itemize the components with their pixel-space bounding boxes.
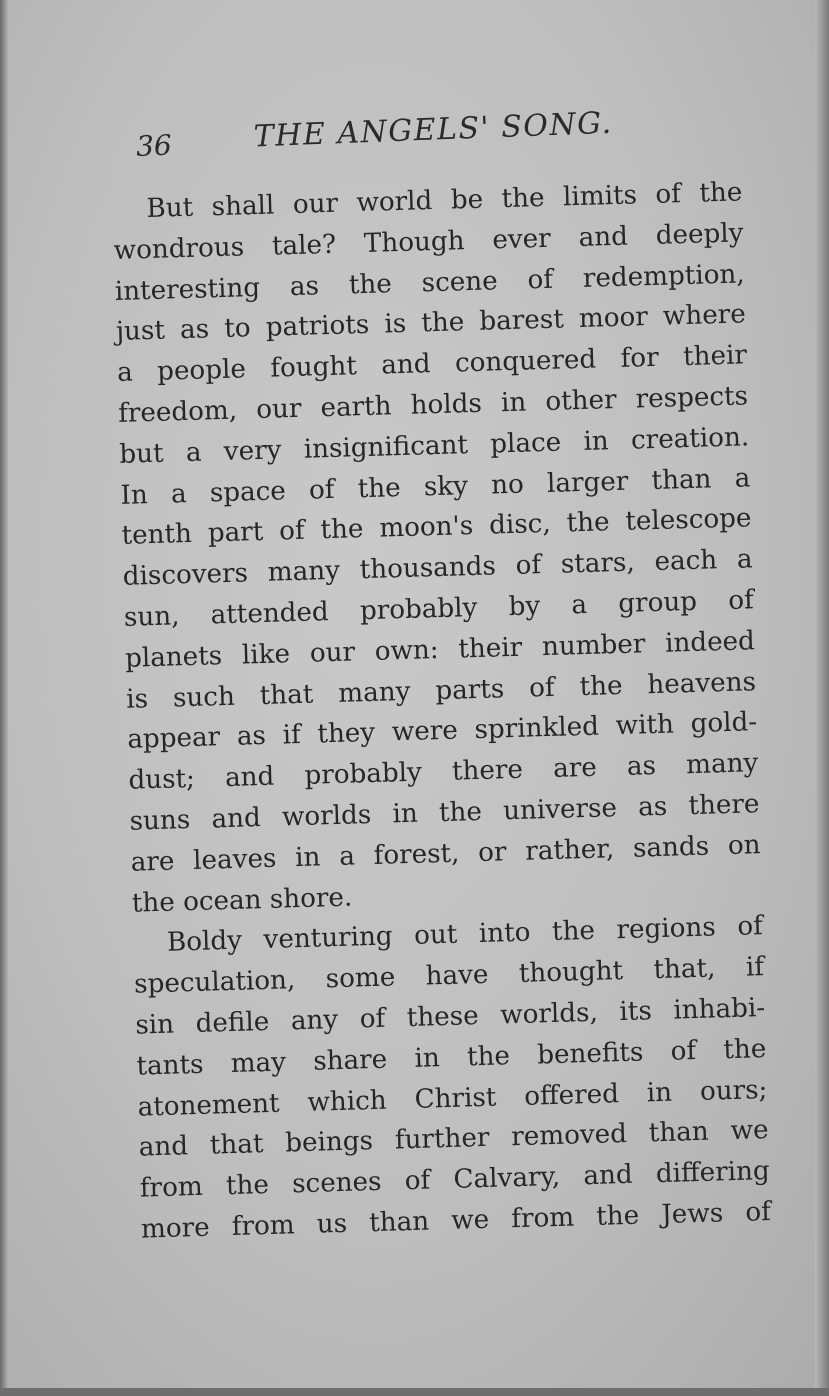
text-line: are leaves in a forest, or rather, sands on — [130, 829, 761, 878]
page-number: 36 — [135, 128, 173, 163]
page-edge-bottom — [0, 1388, 829, 1396]
text-line: speculation, some have thought that, if — [133, 952, 765, 1000]
text-line: discovers many thousands of stars, each a — [122, 544, 753, 593]
text-line: In a space of the sky no larger than a — [120, 462, 751, 511]
text-line: the ocean shore. — [131, 882, 353, 919]
page-edge-left — [0, 0, 8, 1396]
text-line: tenth part of the moon's disc, the telescope — [121, 503, 752, 552]
text-line: sin defile any of these worlds, its inhabi- — [134, 993, 766, 1041]
body-text — [112, 172, 771, 1250]
text-line: from the scenes of Calvary, and differing — [139, 1156, 771, 1204]
text-line: Boldy venturing out into the regions of — [166, 911, 764, 959]
paragraph — [112, 172, 762, 924]
text-line: appear as if they were sprinkled with gold- — [126, 707, 758, 756]
text-line: wondrous tale? Though ever and deeply — [113, 218, 744, 266]
text-line: sun, attended probably by a group of — [123, 585, 755, 633]
running-title: THE ANGELS' SONG. — [253, 105, 614, 155]
text-line: more from us than we from the Jews of — [140, 1196, 772, 1245]
paragraph — [133, 906, 772, 1250]
text-line: and that beings further removed than we — [138, 1115, 769, 1163]
text-line: is such that many parts of the heavens — [125, 666, 757, 715]
text-line: But shall our world be the limits of the — [146, 177, 743, 225]
text-line: tants may share in the benefits of the — [136, 1033, 767, 1082]
text-line: dust; and probably there are as many — [128, 748, 759, 796]
text-line: atonement which Christ offered in ours; — [137, 1074, 768, 1123]
text-line: planets like our own: their number indeed — [124, 625, 756, 674]
page-header — [135, 94, 756, 168]
text-line: just as to patriots is the barest moor where — [115, 299, 747, 348]
text-line: but a very insignificant place in creation. — [118, 422, 750, 470]
text-line: freedom, our earth holds in other respects — [117, 381, 749, 429]
text-line: interesting as the scene of redemption, — [114, 258, 746, 307]
text-line: suns and worlds in the universe as there — [129, 789, 760, 837]
text-line: a people fought and conquered for their — [116, 340, 748, 389]
page-edge-right — [815, 0, 829, 1396]
